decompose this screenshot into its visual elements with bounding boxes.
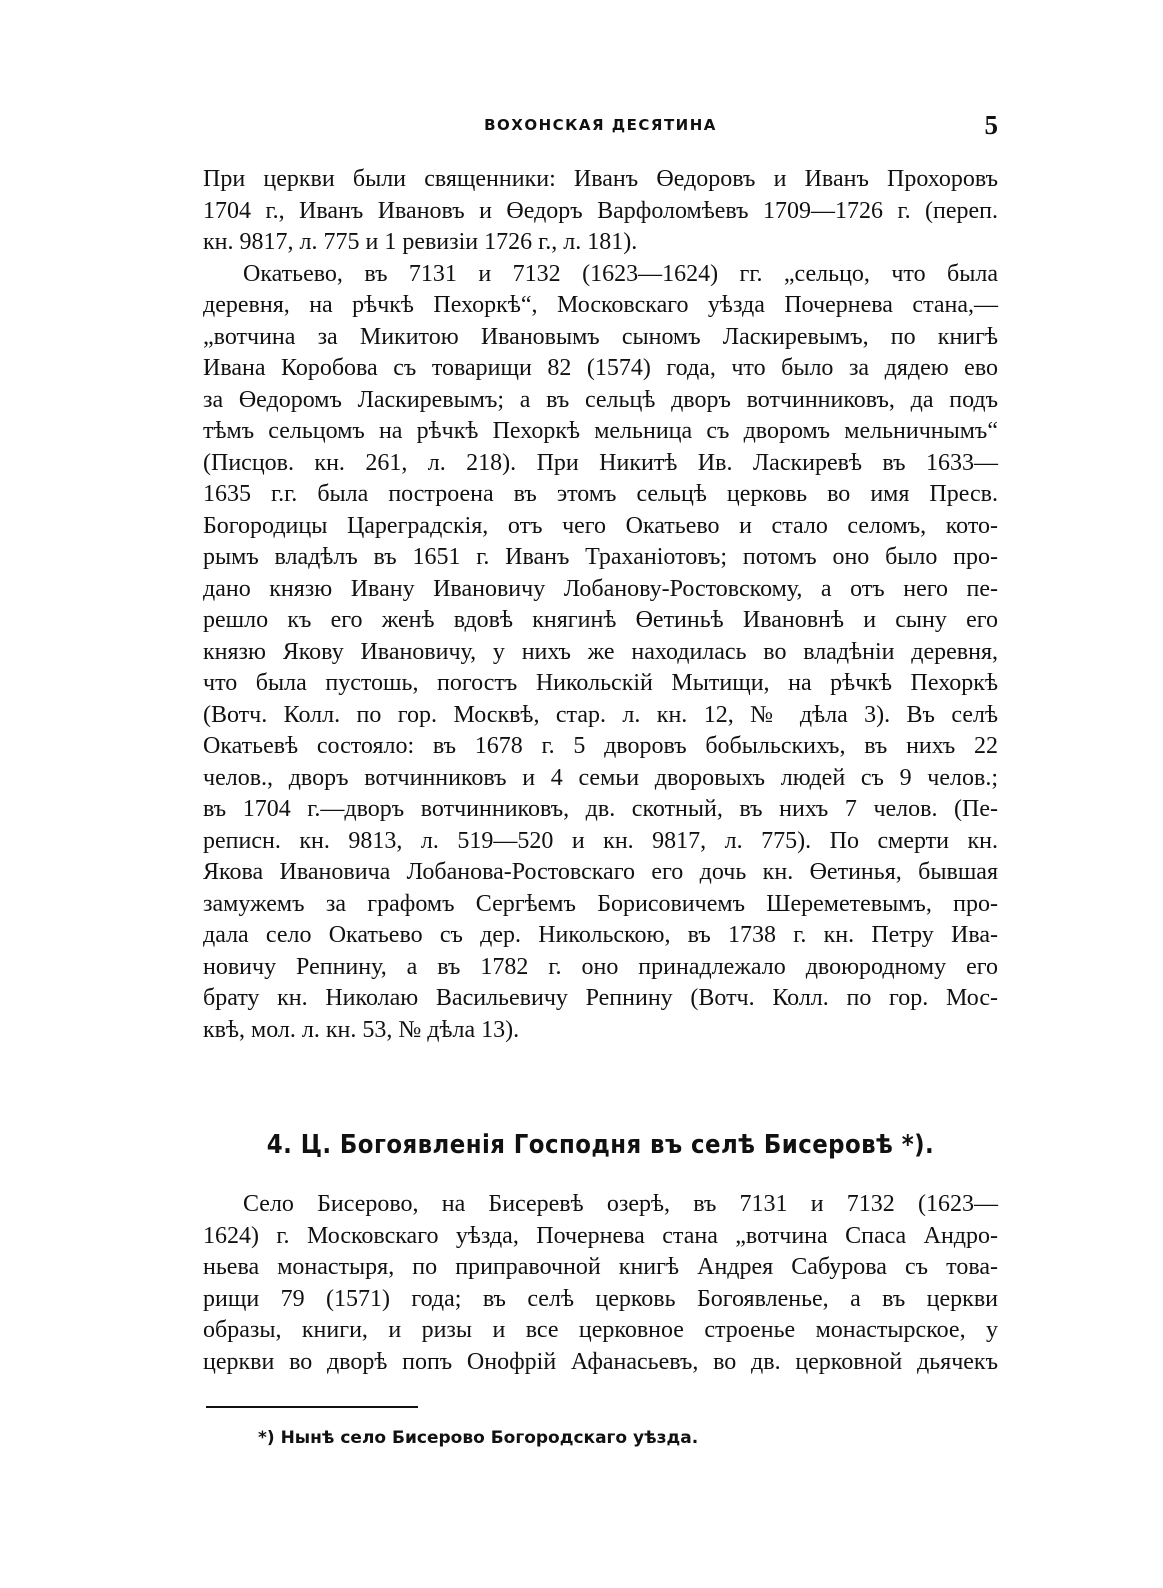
text-line: Окатьевѣ состояло: въ 1678 г. 5 дворовъ бобыльскихъ, въ нихъ 22: [203, 733, 998, 759]
text-line: дала село Окатьево съ дер. Никольскою, въ 1738 г. кн. Петру Ива-: [203, 922, 998, 948]
text-line: Село Бисерово, на Бисеревѣ озерѣ, въ 7131 и 7132 (1623—: [243, 1191, 998, 1217]
body-text-top: [203, 164, 998, 1046]
text-line: замужемъ за графомъ Сергѣемъ Борисовичемъ Шереметевымъ, про-: [203, 890, 998, 917]
body-text-section: [203, 1189, 998, 1378]
text-line: „вотчина за Микитою Ивановымъ сыномъ Ласкиревымъ, по книгѣ: [203, 323, 998, 350]
text-line: решло къ его женѣ вдовѣ княгинѣ Өетиньѣ Ивановнѣ и сыну его: [203, 607, 998, 633]
text-line: 1635 г.г. была построена въ этомъ сельцѣ церковь во имя Пресв.: [203, 481, 998, 507]
text-line: въ 1704 г.—дворъ вотчинниковъ, дв. скотный, въ нихъ 7 челов. (Пе-: [203, 796, 998, 822]
text-line: (Вотч. Колл. по гор. Москвѣ, стар. л. кн. 12, № дѣла 3). Въ селѣ: [203, 701, 998, 728]
text-line: что была пустошь, погостъ Никольскій Мытищи, на рѣчкѣ Пехоркѣ: [203, 670, 998, 696]
text-line: за Өедоромъ Ласкиревымъ; а въ сельцѣ дворъ вотчинниковъ, да подъ: [203, 386, 998, 413]
page-number: 5: [984, 110, 998, 140]
text-line: Ивана Коробова съ товарищи 82 (1574) года, что было за дядею ево: [203, 355, 998, 381]
running-header: [203, 110, 998, 146]
section-heading: 4. Ц. Богоявленія Господня въ селѣ Бисеровѣ *).: [266, 1130, 935, 1160]
text-line: образы, книги, и ризы и все церковное строенье монастырское, у: [203, 1317, 998, 1343]
text-line: брату кн. Николаю Васильевичу Репнину (Вотч. Колл. по гор. Мос-: [203, 985, 998, 1011]
text-line: Якова Ивановича Лобанова-Ростовскаго его дочь кн. Өетинья, бывшая: [203, 859, 998, 885]
text-line: квѣ, мол. л. кн. 53, № дѣла 13).: [203, 1016, 520, 1043]
text-line: реписн. кн. 9813, л. 519—520 и кн. 9817, л. 775). По смерти кн.: [203, 827, 998, 854]
footnote-divider: [206, 1406, 418, 1408]
footnote: *) Нынѣ село Бисерово Богородскаго уѣзда.: [258, 1428, 699, 1448]
text-line: новичу Репнину, а въ 1782 г. оно принадлежало двоюродному его: [203, 953, 998, 980]
text-line: деревня, на рѣчкѣ Пехоркѣ“, Московскаго уѣзда Почернева стана,—: [203, 292, 998, 318]
text-line: тѣмъ сельцомъ на рѣчкѣ Пехоркѣ мельница съ дворомъ мельничнымъ“: [203, 418, 998, 444]
text-line: кн. 9817, л. 775 и 1 ревизіи 1726 г., л. 181).: [203, 229, 638, 255]
text-line: ньева монастыря, по приправочной книгѣ Андрея Сабурова съ това-: [203, 1254, 998, 1280]
text-line: челов., дворъ вотчинниковъ и 4 семьи дворовыхъ людей съ 9 челов.;: [203, 764, 998, 791]
text-line: князю Якову Ивановичу, у нихъ же находилась во владѣніи деревня,: [203, 638, 998, 665]
text-line: церкви во дворѣ попъ Онофрій Афанасьевъ, во дв. церковной дьячекъ: [203, 1348, 998, 1375]
text-line: Окатьево, въ 7131 и 7132 (1623—1624) гг. „сельцо, что была: [243, 260, 998, 287]
text-line: рищи 79 (1571) года; въ селѣ церковь Богоявленье, а въ церкви: [203, 1285, 998, 1312]
text-line: 1624) г. Московскаго уѣзда, Почернева стана „вотчина Спаса Андро-: [203, 1222, 998, 1249]
text-line: При церкви были священники: Иванъ Өедоровъ и Иванъ Прохоровъ: [203, 166, 998, 192]
text-line: рымъ владѣлъ въ 1651 г. Иванъ Траханіотовъ; потомъ оно было про-: [203, 544, 998, 570]
text-line: дано князю Ивану Ивановичу Лобанову-Ростовскому, а отъ него пе-: [203, 575, 998, 602]
running-title: ВОХОНСКАЯ ДЕСЯТИНА: [484, 116, 717, 134]
text-line: (Писцов. кн. 261, л. 218). При Никитѣ Ив. Ласкиревѣ въ 1633—: [203, 449, 998, 476]
text-line: 1704 г., Иванъ Ивановъ и Өедоръ Варфоломѣевъ 1709—1726 г. (переп.: [203, 197, 998, 224]
text-line: Богородицы Цареградскія, отъ чего Окатьево и стало селомъ, кото-: [203, 512, 998, 539]
